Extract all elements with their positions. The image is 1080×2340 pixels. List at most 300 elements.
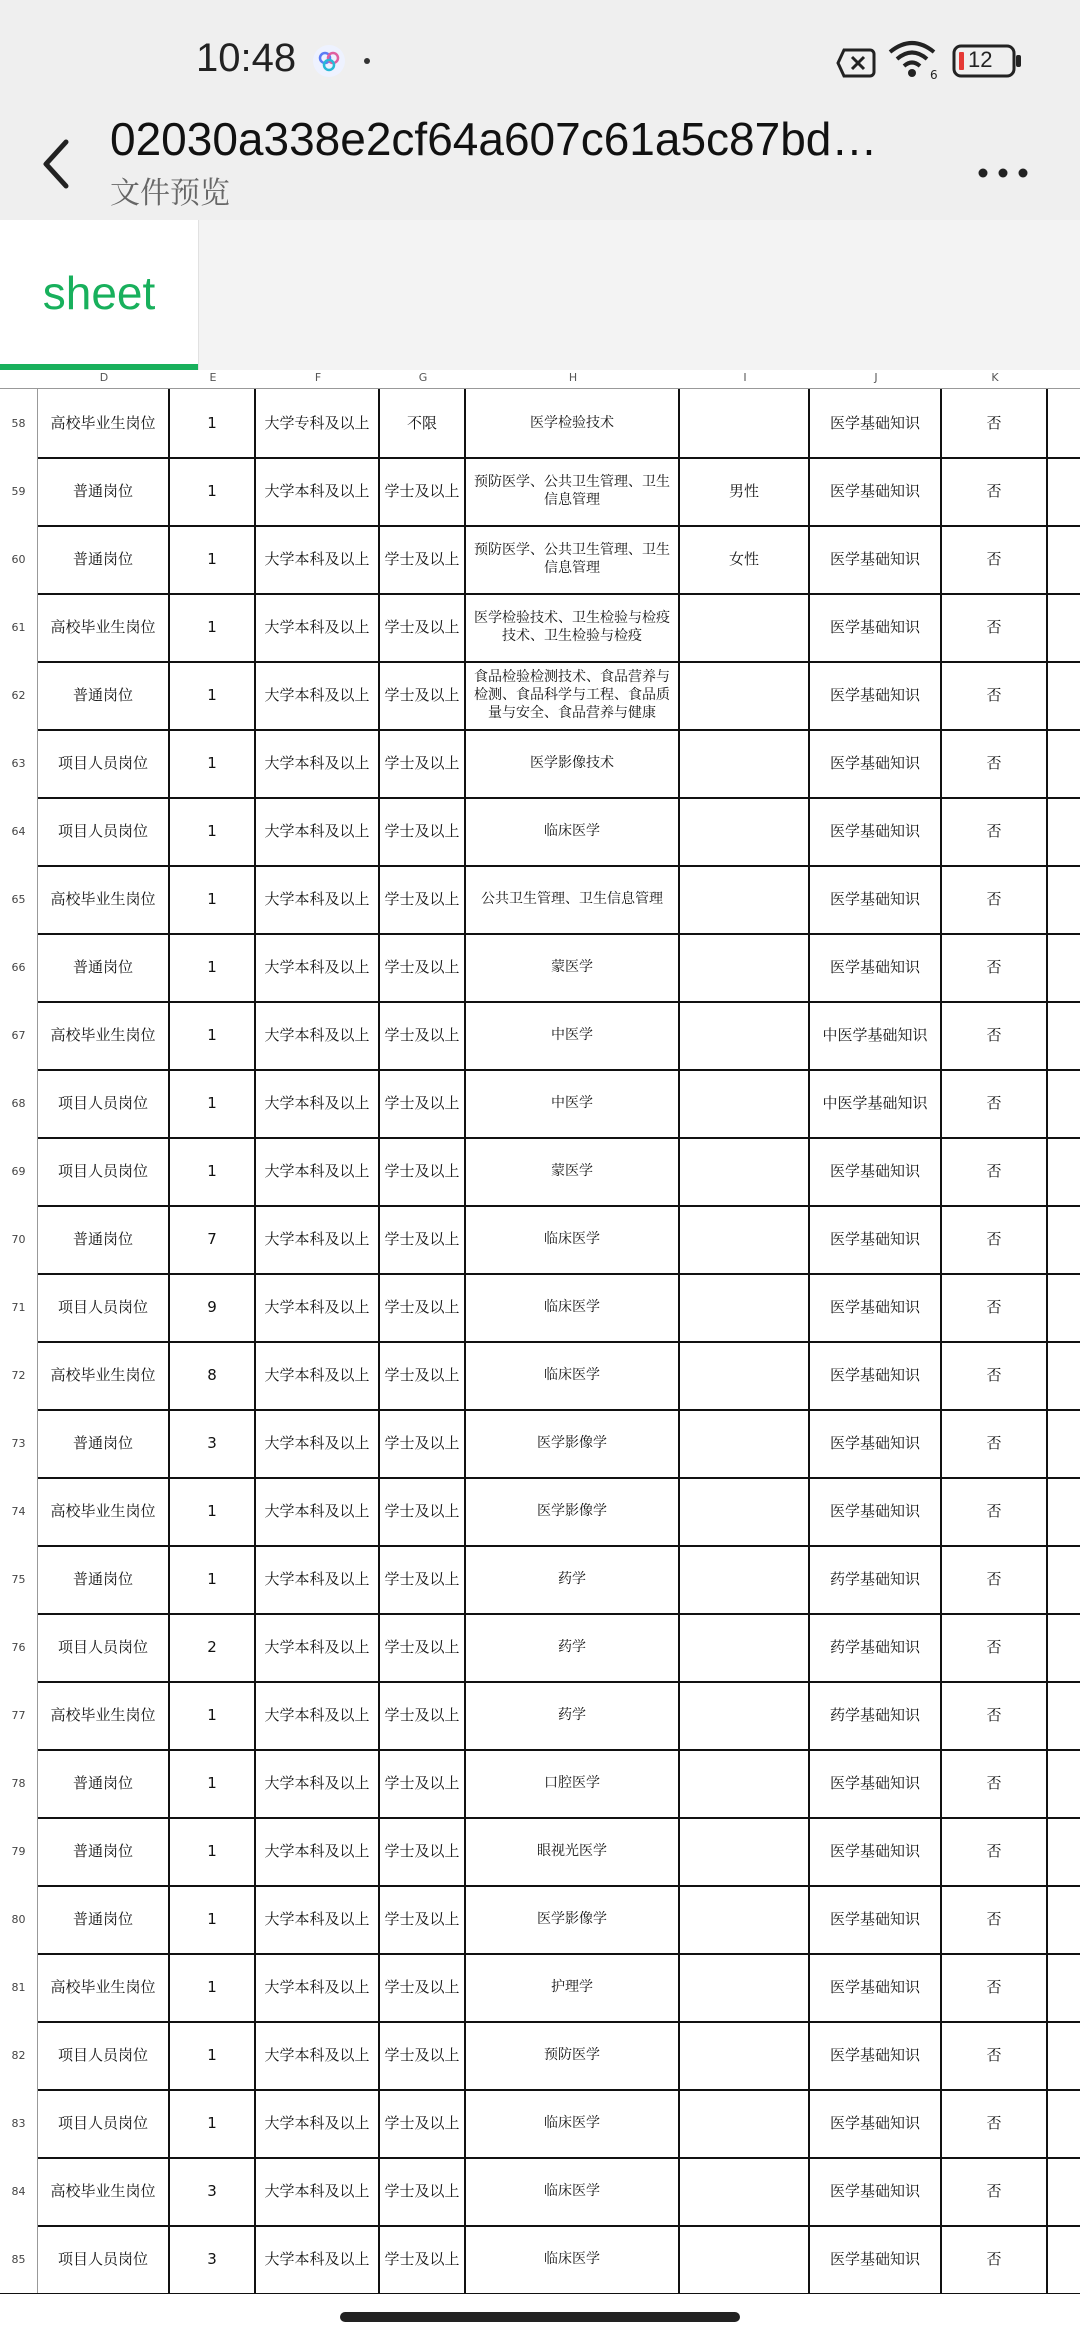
cell-J[interactable]: 医学基础知识 (810, 1409, 942, 1477)
cell-D[interactable]: 项目人员岗位 (38, 729, 170, 797)
app-bar (0, 113, 1080, 220)
cell-H[interactable]: 公共卫生管理、卫生信息管理 (466, 865, 680, 933)
row-number[interactable]: 76 (0, 1613, 38, 1681)
cell-K[interactable]: 否 (942, 1205, 1048, 1273)
cell-L[interactable] (1048, 1409, 1080, 1477)
cell-G[interactable]: 学士及以上 (380, 1953, 466, 2021)
cell-L[interactable] (1048, 1681, 1080, 1749)
cell-D[interactable]: 普通岗位 (38, 661, 170, 729)
cell-K[interactable]: 否 (942, 1953, 1048, 2021)
cell-D[interactable]: 项目人员岗位 (38, 1137, 170, 1205)
cell-I[interactable] (680, 1205, 810, 1273)
cell-J[interactable]: 医学基础知识 (810, 2021, 942, 2089)
cell-F[interactable]: 大学本科及以上 (256, 1341, 380, 1409)
cell-G[interactable]: 学士及以上 (380, 2225, 466, 2293)
cell-E[interactable]: 1 (170, 389, 256, 457)
cell-J[interactable]: 医学基础知识 (810, 1817, 942, 1885)
cell-E[interactable]: 1 (170, 525, 256, 593)
cell-D[interactable]: 高校毕业生岗位 (38, 1681, 170, 1749)
cell-J[interactable]: 医学基础知识 (810, 2089, 942, 2157)
cell-F[interactable]: 大学本科及以上 (256, 1069, 380, 1137)
cell-I[interactable] (680, 2157, 810, 2225)
cell-I[interactable] (680, 1341, 810, 1409)
cell-D[interactable]: 高校毕业生岗位 (38, 1477, 170, 1545)
cell-E[interactable]: 1 (170, 1681, 256, 1749)
cell-L[interactable] (1048, 1137, 1080, 1205)
cell-I[interactable] (680, 1885, 810, 1953)
row-number[interactable]: 61 (0, 593, 38, 661)
cell-D[interactable]: 高校毕业生岗位 (38, 593, 170, 661)
cell-K[interactable]: 否 (942, 1273, 1048, 1341)
cell-I[interactable] (680, 1681, 810, 1749)
cell-G[interactable]: 学士及以上 (380, 1069, 466, 1137)
row-number[interactable]: 79 (0, 1817, 38, 1885)
cell-I[interactable] (680, 1953, 810, 2021)
cell-E[interactable]: 1 (170, 1069, 256, 1137)
cell-I[interactable] (680, 1137, 810, 1205)
row-number[interactable]: 65 (0, 865, 38, 933)
column-header-K[interactable]: K (991, 371, 999, 384)
cell-F[interactable]: 大学本科及以上 (256, 1273, 380, 1341)
cell-D[interactable]: 高校毕业生岗位 (38, 1953, 170, 2021)
status-bar (0, 0, 1080, 120)
cell-L[interactable] (1048, 389, 1080, 457)
cell-K[interactable]: 否 (942, 1341, 1048, 1409)
cell-H[interactable]: 蒙医学 (466, 933, 680, 1001)
cell-D[interactable]: 项目人员岗位 (38, 2021, 170, 2089)
cell-F[interactable]: 大学本科及以上 (256, 1001, 380, 1069)
cell-J[interactable]: 医学基础知识 (810, 1885, 942, 1953)
cell-F[interactable]: 大学本科及以上 (256, 457, 380, 525)
cell-D[interactable]: 普通岗位 (38, 525, 170, 593)
cell-I[interactable] (680, 593, 810, 661)
cell-J[interactable]: 中医学基础知识 (810, 1069, 942, 1137)
cell-G[interactable]: 学士及以上 (380, 1749, 466, 1817)
row-number[interactable]: 67 (0, 1001, 38, 1069)
cell-J[interactable]: 医学基础知识 (810, 389, 942, 457)
cell-L[interactable] (1048, 2157, 1080, 2225)
column-header-J[interactable]: J (874, 371, 878, 384)
cell-F[interactable]: 大学本科及以上 (256, 2089, 380, 2157)
cell-I[interactable] (680, 2089, 810, 2157)
cell-E[interactable]: 1 (170, 2021, 256, 2089)
file-title: 02030a338e2cf64a607c61a5c87bd… (110, 113, 878, 165)
cell-G[interactable]: 学士及以上 (380, 2089, 466, 2157)
cell-J[interactable]: 医学基础知识 (810, 1953, 942, 2021)
cell-E[interactable]: 1 (170, 1749, 256, 1817)
cell-I[interactable] (680, 2225, 810, 2293)
cell-L[interactable] (1048, 1749, 1080, 1817)
cell-J[interactable]: 医学基础知识 (810, 1205, 942, 1273)
row-number[interactable]: 82 (0, 2021, 38, 2089)
cell-H[interactable]: 预防医学、公共卫生管理、卫生信息管理 (466, 457, 680, 525)
cell-L[interactable] (1048, 1273, 1080, 1341)
cell-H[interactable]: 眼视光医学 (466, 1817, 680, 1885)
cell-L[interactable] (1048, 729, 1080, 797)
cell-L[interactable] (1048, 2225, 1080, 2293)
cell-E[interactable]: 1 (170, 1137, 256, 1205)
cell-I[interactable] (680, 1273, 810, 1341)
cell-F[interactable]: 大学本科及以上 (256, 1885, 380, 1953)
cell-K[interactable]: 否 (942, 1817, 1048, 1885)
cell-K[interactable]: 否 (942, 1137, 1048, 1205)
cell-D[interactable]: 高校毕业生岗位 (38, 865, 170, 933)
cell-J[interactable]: 医学基础知识 (810, 2157, 942, 2225)
cell-E[interactable]: 3 (170, 2157, 256, 2225)
cell-L[interactable] (1048, 1953, 1080, 2021)
cell-L[interactable] (1048, 933, 1080, 1001)
cell-H[interactable]: 医学检验技术 (466, 389, 680, 457)
cell-J[interactable]: 医学基础知识 (810, 457, 942, 525)
cell-D[interactable]: 普通岗位 (38, 1817, 170, 1885)
cell-F[interactable]: 大学本科及以上 (256, 1409, 380, 1477)
cell-F[interactable]: 大学本科及以上 (256, 865, 380, 933)
spreadsheet-grid[interactable] (0, 370, 1080, 2294)
home-indicator[interactable] (340, 2312, 740, 2322)
cell-L[interactable] (1048, 1613, 1080, 1681)
cell-I[interactable]: 女性 (680, 525, 810, 593)
cell-J[interactable]: 医学基础知识 (810, 593, 942, 661)
row-number[interactable]: 77 (0, 1681, 38, 1749)
column-header-E[interactable]: E (209, 371, 217, 384)
cell-K[interactable]: 否 (942, 797, 1048, 865)
cell-F[interactable]: 大学专科及以上 (256, 389, 380, 457)
cell-E[interactable]: 1 (170, 1817, 256, 1885)
cell-E[interactable]: 1 (170, 661, 256, 729)
row-number[interactable]: 68 (0, 1069, 38, 1137)
cell-F[interactable]: 大学本科及以上 (256, 661, 380, 729)
cell-E[interactable]: 1 (170, 1477, 256, 1545)
cell-E[interactable]: 1 (170, 1953, 256, 2021)
cell-H[interactable]: 蒙医学 (466, 1137, 680, 1205)
cell-G[interactable]: 学士及以上 (380, 1477, 466, 1545)
cell-G[interactable]: 学士及以上 (380, 2157, 466, 2225)
cell-K[interactable]: 否 (942, 1545, 1048, 1613)
cell-K[interactable]: 否 (942, 933, 1048, 1001)
cell-G[interactable]: 不限 (380, 389, 466, 457)
row-number[interactable]: 69 (0, 1137, 38, 1205)
cell-G[interactable]: 学士及以上 (380, 1001, 466, 1069)
cell-K[interactable]: 否 (942, 1001, 1048, 1069)
cell-H[interactable]: 预防医学 (466, 2021, 680, 2089)
cell-J[interactable]: 医学基础知识 (810, 729, 942, 797)
cell-H[interactable]: 护理学 (466, 1953, 680, 2021)
row-number[interactable]: 71 (0, 1273, 38, 1341)
cell-E[interactable]: 1 (170, 1545, 256, 1613)
cell-K[interactable]: 否 (942, 1749, 1048, 1817)
cell-D[interactable]: 高校毕业生岗位 (38, 1341, 170, 1409)
cell-E[interactable]: 1 (170, 797, 256, 865)
cell-G[interactable]: 学士及以上 (380, 1885, 466, 1953)
cell-J[interactable]: 药学基础知识 (810, 1613, 942, 1681)
row-number[interactable]: 75 (0, 1545, 38, 1613)
column-header-I[interactable]: I (743, 371, 747, 384)
cell-D[interactable]: 高校毕业生岗位 (38, 2157, 170, 2225)
cell-G[interactable]: 学士及以上 (380, 525, 466, 593)
column-header-F[interactable]: F (314, 371, 322, 384)
cell-L[interactable] (1048, 457, 1080, 525)
row-number[interactable]: 84 (0, 2157, 38, 2225)
cell-L[interactable] (1048, 1205, 1080, 1273)
cell-D[interactable]: 普通岗位 (38, 933, 170, 1001)
cell-G[interactable]: 学士及以上 (380, 2021, 466, 2089)
cell-F[interactable]: 大学本科及以上 (256, 2225, 380, 2293)
cell-D[interactable]: 普通岗位 (38, 1749, 170, 1817)
cell-H[interactable]: 医学影像学 (466, 1477, 680, 1545)
cell-H[interactable]: 临床医学 (466, 797, 680, 865)
cell-I[interactable] (680, 1477, 810, 1545)
cell-I[interactable] (680, 1001, 810, 1069)
cell-K[interactable]: 否 (942, 1069, 1048, 1137)
cell-I[interactable] (680, 1749, 810, 1817)
cell-E[interactable]: 1 (170, 865, 256, 933)
cell-D[interactable]: 普通岗位 (38, 1205, 170, 1273)
cell-E[interactable]: 2 (170, 1613, 256, 1681)
cell-F[interactable]: 大学本科及以上 (256, 1477, 380, 1545)
more-options-button[interactable] (968, 138, 1038, 198)
cell-H[interactable]: 预防医学、公共卫生管理、卫生信息管理 (466, 525, 680, 593)
cell-J[interactable]: 医学基础知识 (810, 933, 942, 1001)
cell-I[interactable] (680, 1613, 810, 1681)
cell-F[interactable]: 大学本科及以上 (256, 2021, 380, 2089)
cell-D[interactable]: 普通岗位 (38, 1545, 170, 1613)
cell-G[interactable]: 学士及以上 (380, 1137, 466, 1205)
cell-E[interactable]: 1 (170, 2089, 256, 2157)
cell-G[interactable]: 学士及以上 (380, 1817, 466, 1885)
cell-D[interactable]: 高校毕业生岗位 (38, 1001, 170, 1069)
back-button[interactable] (30, 128, 80, 198)
cell-H[interactable]: 药学 (466, 1545, 680, 1613)
cell-J[interactable]: 医学基础知识 (810, 1273, 942, 1341)
row-number[interactable]: 59 (0, 457, 38, 525)
cell-J[interactable]: 药学基础知识 (810, 1681, 942, 1749)
cell-G[interactable]: 学士及以上 (380, 1205, 466, 1273)
cell-G[interactable]: 学士及以上 (380, 729, 466, 797)
cell-G[interactable]: 学士及以上 (380, 1341, 466, 1409)
cell-K[interactable]: 否 (942, 661, 1048, 729)
cell-I[interactable] (680, 1069, 810, 1137)
cell-K[interactable]: 否 (942, 593, 1048, 661)
cell-K[interactable]: 否 (942, 2157, 1048, 2225)
cell-G[interactable]: 学士及以上 (380, 797, 466, 865)
cell-D[interactable]: 项目人员岗位 (38, 1273, 170, 1341)
cell-E[interactable]: 1 (170, 933, 256, 1001)
cell-L[interactable] (1048, 1341, 1080, 1409)
cell-L[interactable] (1048, 2021, 1080, 2089)
cell-F[interactable]: 大学本科及以上 (256, 933, 380, 1001)
column-header-D[interactable]: D (99, 371, 109, 384)
cell-E[interactable]: 1 (170, 1001, 256, 1069)
cell-F[interactable]: 大学本科及以上 (256, 525, 380, 593)
cell-E[interactable]: 7 (170, 1205, 256, 1273)
cell-L[interactable] (1048, 1477, 1080, 1545)
cell-D[interactable]: 项目人员岗位 (38, 2225, 170, 2293)
row-number[interactable]: 70 (0, 1205, 38, 1273)
cell-G[interactable]: 学士及以上 (380, 593, 466, 661)
cell-I[interactable] (680, 1817, 810, 1885)
tab-sheet[interactable] (0, 220, 199, 370)
cell-K[interactable]: 否 (942, 2089, 1048, 2157)
cell-K[interactable]: 否 (942, 1409, 1048, 1477)
cell-J[interactable]: 医学基础知识 (810, 525, 942, 593)
cell-J[interactable]: 医学基础知识 (810, 1341, 942, 1409)
column-header-G[interactable]: G (418, 371, 428, 384)
cell-E[interactable]: 9 (170, 1273, 256, 1341)
cell-F[interactable]: 大学本科及以上 (256, 1137, 380, 1205)
cell-G[interactable]: 学士及以上 (380, 661, 466, 729)
cell-L[interactable] (1048, 1001, 1080, 1069)
cell-H[interactable]: 中医学 (466, 1069, 680, 1137)
cell-H[interactable]: 医学影像技术 (466, 729, 680, 797)
cell-K[interactable]: 否 (942, 2021, 1048, 2089)
cell-F[interactable]: 大学本科及以上 (256, 797, 380, 865)
row-number[interactable]: 81 (0, 1953, 38, 2021)
cell-F[interactable]: 大学本科及以上 (256, 1817, 380, 1885)
cell-E[interactable]: 1 (170, 457, 256, 525)
cell-H[interactable]: 医学影像学 (466, 1409, 680, 1477)
cell-G[interactable]: 学士及以上 (380, 1681, 466, 1749)
cell-H[interactable]: 临床医学 (466, 2089, 680, 2157)
row-number[interactable]: 83 (0, 2089, 38, 2157)
cell-L[interactable] (1048, 1885, 1080, 1953)
cell-E[interactable]: 3 (170, 1409, 256, 1477)
cell-L[interactable] (1048, 2089, 1080, 2157)
cell-H[interactable]: 食品检验检测技术、食品营养与检测、食品科学与工程、食品质量与安全、食品营养与健康 (466, 661, 680, 729)
cell-K[interactable]: 否 (942, 1477, 1048, 1545)
cell-H[interactable]: 医学检验技术、卫生检验与检疫技术、卫生检验与检疫 (466, 593, 680, 661)
cell-L[interactable] (1048, 1069, 1080, 1137)
cell-F[interactable]: 大学本科及以上 (256, 1681, 380, 1749)
cell-H[interactable]: 临床医学 (466, 2225, 680, 2293)
cell-F[interactable]: 大学本科及以上 (256, 1545, 380, 1613)
cell-K[interactable]: 否 (942, 1613, 1048, 1681)
cell-E[interactable]: 8 (170, 1341, 256, 1409)
cell-F[interactable]: 大学本科及以上 (256, 1749, 380, 1817)
cell-I[interactable] (680, 797, 810, 865)
cell-F[interactable]: 大学本科及以上 (256, 593, 380, 661)
cell-L[interactable] (1048, 661, 1080, 729)
cell-D[interactable]: 项目人员岗位 (38, 797, 170, 865)
cell-D[interactable]: 项目人员岗位 (38, 1069, 170, 1137)
cell-L[interactable] (1048, 1817, 1080, 1885)
cell-D[interactable]: 普通岗位 (38, 1885, 170, 1953)
cell-G[interactable]: 学士及以上 (380, 1273, 466, 1341)
cell-E[interactable]: 3 (170, 2225, 256, 2293)
cell-I[interactable] (680, 865, 810, 933)
cell-K[interactable]: 否 (942, 2225, 1048, 2293)
app-notification-icon (312, 44, 346, 78)
cell-J[interactable]: 医学基础知识 (810, 1137, 942, 1205)
cell-K[interactable]: 否 (942, 1681, 1048, 1749)
cell-H[interactable]: 药学 (466, 1613, 680, 1681)
cell-J[interactable]: 中医学基础知识 (810, 1001, 942, 1069)
cell-F[interactable]: 大学本科及以上 (256, 729, 380, 797)
cell-H[interactable]: 中医学 (466, 1001, 680, 1069)
table-row (0, 1477, 1080, 1547)
cell-K[interactable]: 否 (942, 525, 1048, 593)
cell-H[interactable]: 临床医学 (466, 1273, 680, 1341)
row-number[interactable]: 64 (0, 797, 38, 865)
cell-I[interactable] (680, 661, 810, 729)
cell-E[interactable]: 1 (170, 1885, 256, 1953)
row-number[interactable]: 78 (0, 1749, 38, 1817)
row-number[interactable]: 62 (0, 661, 38, 729)
cell-H[interactable]: 医学影像学 (466, 1885, 680, 1953)
file-subtitle: 文件预览 (110, 176, 230, 211)
row-number[interactable]: 66 (0, 933, 38, 1001)
cell-H[interactable]: 药学 (466, 1681, 680, 1749)
cell-G[interactable]: 学士及以上 (380, 457, 466, 525)
row-number[interactable]: 72 (0, 1341, 38, 1409)
cell-G[interactable]: 学士及以上 (380, 933, 466, 1001)
cell-H[interactable]: 口腔医学 (466, 1749, 680, 1817)
cell-J[interactable]: 医学基础知识 (810, 661, 942, 729)
cell-I[interactable]: 男性 (680, 457, 810, 525)
cell-H[interactable]: 临床医学 (466, 1205, 680, 1273)
cell-F[interactable]: 大学本科及以上 (256, 1613, 380, 1681)
cell-L[interactable] (1048, 797, 1080, 865)
cell-F[interactable]: 大学本科及以上 (256, 2157, 380, 2225)
cell-J[interactable]: 医学基础知识 (810, 1477, 942, 1545)
cell-I[interactable] (680, 1545, 810, 1613)
cell-L[interactable] (1048, 865, 1080, 933)
cell-H[interactable]: 临床医学 (466, 2157, 680, 2225)
cell-G[interactable]: 学士及以上 (380, 1545, 466, 1613)
cell-G[interactable]: 学士及以上 (380, 865, 466, 933)
cell-I[interactable] (680, 1409, 810, 1477)
cell-E[interactable]: 1 (170, 729, 256, 797)
cell-K[interactable]: 否 (942, 1885, 1048, 1953)
row-number[interactable]: 74 (0, 1477, 38, 1545)
cell-I[interactable] (680, 389, 810, 457)
cell-J[interactable]: 医学基础知识 (810, 2225, 942, 2293)
cell-J[interactable]: 医学基础知识 (810, 865, 942, 933)
cell-D[interactable]: 普通岗位 (38, 1409, 170, 1477)
cell-D[interactable]: 高校毕业生岗位 (38, 389, 170, 457)
cell-G[interactable]: 学士及以上 (380, 1613, 466, 1681)
cell-F[interactable]: 大学本科及以上 (256, 1205, 380, 1273)
row-number[interactable]: 63 (0, 729, 38, 797)
row-number[interactable]: 80 (0, 1885, 38, 1953)
cell-D[interactable]: 普通岗位 (38, 457, 170, 525)
cell-G[interactable]: 学士及以上 (380, 1409, 466, 1477)
row-number[interactable]: 58 (0, 389, 38, 457)
cell-E[interactable]: 1 (170, 593, 256, 661)
cell-F[interactable]: 大学本科及以上 (256, 1953, 380, 2021)
row-number[interactable]: 85 (0, 2225, 38, 2293)
cell-J[interactable]: 药学基础知识 (810, 1545, 942, 1613)
cell-I[interactable] (680, 729, 810, 797)
cell-H[interactable]: 临床医学 (466, 1341, 680, 1409)
cell-K[interactable]: 否 (942, 865, 1048, 933)
column-header-H[interactable]: H (568, 371, 578, 384)
cell-J[interactable]: 医学基础知识 (810, 797, 942, 865)
cell-I[interactable] (680, 2021, 810, 2089)
cell-D[interactable]: 项目人员岗位 (38, 2089, 170, 2157)
cell-K[interactable]: 否 (942, 389, 1048, 457)
cell-I[interactable] (680, 933, 810, 1001)
row-number[interactable]: 73 (0, 1409, 38, 1477)
cell-L[interactable] (1048, 1545, 1080, 1613)
row-number[interactable]: 60 (0, 525, 38, 593)
cell-L[interactable] (1048, 593, 1080, 661)
cell-L[interactable] (1048, 525, 1080, 593)
cell-K[interactable]: 否 (942, 729, 1048, 797)
cell-K[interactable]: 否 (942, 457, 1048, 525)
table-row (0, 1749, 1080, 1819)
cell-J[interactable]: 医学基础知识 (810, 1749, 942, 1817)
cell-D[interactable]: 项目人员岗位 (38, 1613, 170, 1681)
